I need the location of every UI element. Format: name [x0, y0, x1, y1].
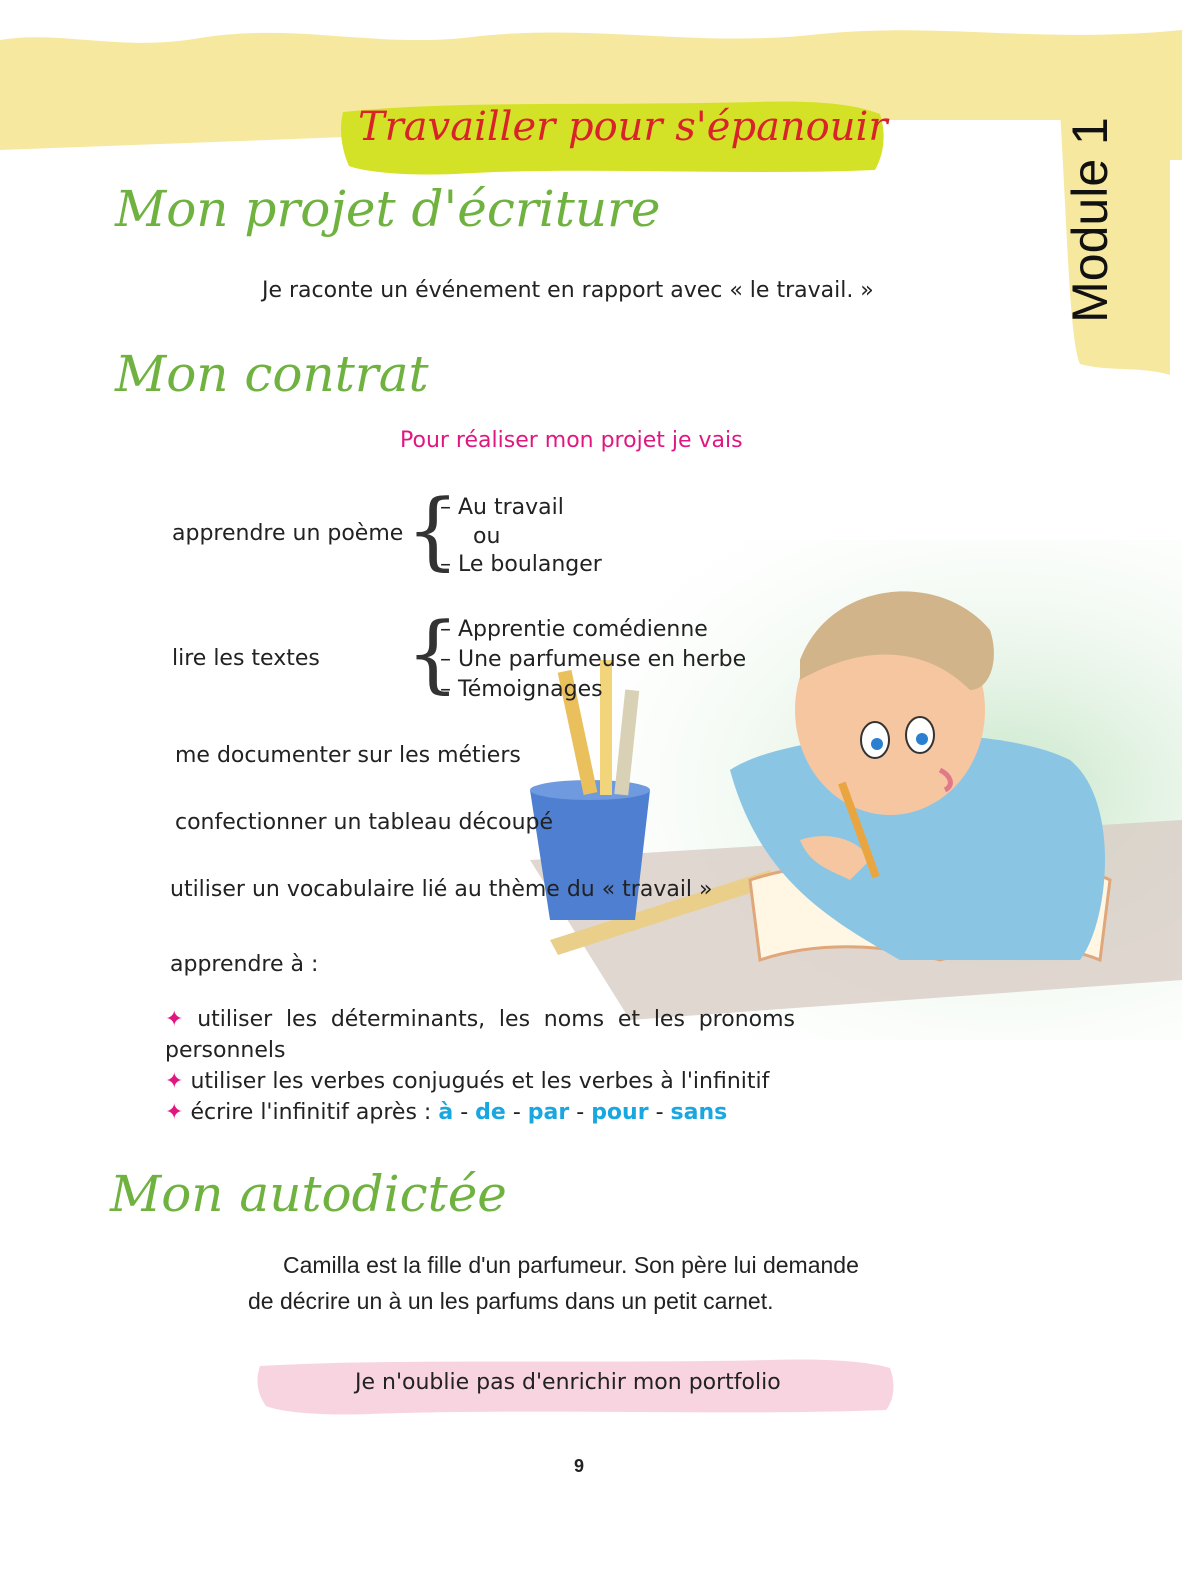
portfolio-text: Je n'oublie pas d'enrichir mon portfolio	[355, 1370, 781, 1395]
contract-intro: Pour réaliser mon projet je vais	[400, 428, 743, 453]
star-bullet-icon: ✦	[165, 1069, 184, 1094]
boy-writing-illustration	[470, 540, 1182, 1040]
separator: -	[512, 1100, 521, 1125]
dictation-heading: Mon autodictée	[110, 1165, 507, 1223]
poem-option-2: – Le boulanger	[440, 552, 602, 577]
bullet-text: écrire l'infinitif après :	[190, 1100, 432, 1125]
action-item: apprendre à :	[170, 952, 319, 977]
bullet-item	[165, 1004, 795, 1066]
poem-label: apprendre un poème	[172, 521, 404, 546]
texts-option-3: – Témoignages	[440, 677, 603, 702]
texts-label: lire les textes	[172, 646, 320, 671]
module-tab	[1030, 117, 1150, 323]
texts-option-2: – Une parfumeuse en herbe	[440, 647, 747, 672]
project-text: Je raconte un événement en rapport avec « le travail. »	[262, 278, 874, 303]
separator: -	[460, 1100, 469, 1125]
contract-heading: Mon contrat	[115, 345, 429, 403]
preposition: pour	[591, 1100, 649, 1125]
bullet-list	[165, 1004, 795, 1128]
dictation-line-1: Camilla est la fille d'un parfumeur. Son père lui demande	[283, 1252, 859, 1278]
project-heading: Mon projet d'écriture	[115, 180, 661, 238]
texts-option-1: – Apprentie comédienne	[440, 617, 708, 642]
separator: -	[576, 1100, 585, 1125]
page-title: Travailler pour s'épanouir	[358, 104, 888, 150]
module-tab-label: Module 1	[1062, 117, 1118, 323]
bullet-text: utiliser les verbes conjugués et les verbes à l'infinitif	[190, 1069, 770, 1094]
action-item: me documenter sur les métiers	[175, 743, 521, 768]
dictation-line-2: de décrire un à un les parfums dans un petit carnet.	[248, 1288, 774, 1314]
preposition: par	[527, 1100, 570, 1125]
action-item: confectionner un tableau découpé	[175, 810, 554, 835]
star-bullet-icon: ✦	[165, 1007, 184, 1032]
preposition: de	[475, 1100, 506, 1125]
bullet-item	[165, 1097, 795, 1128]
page-number: 9	[574, 1456, 585, 1476]
bullet-text: utiliser les déterminants, les noms et les pronoms personnels	[165, 1007, 795, 1063]
separator: -	[655, 1100, 664, 1125]
poem-option-1: – Au travail	[440, 495, 564, 520]
poem-option-or: ou	[473, 524, 501, 549]
preposition: à	[438, 1100, 454, 1125]
bullet-item	[165, 1066, 795, 1097]
poem-brace-icon: {	[406, 481, 460, 579]
star-bullet-icon: ✦	[165, 1100, 184, 1125]
action-item: utiliser un vocabulaire lié au thème du « travail »	[170, 877, 713, 902]
preposition: sans	[670, 1100, 728, 1125]
texts-brace-icon: {	[406, 604, 460, 702]
